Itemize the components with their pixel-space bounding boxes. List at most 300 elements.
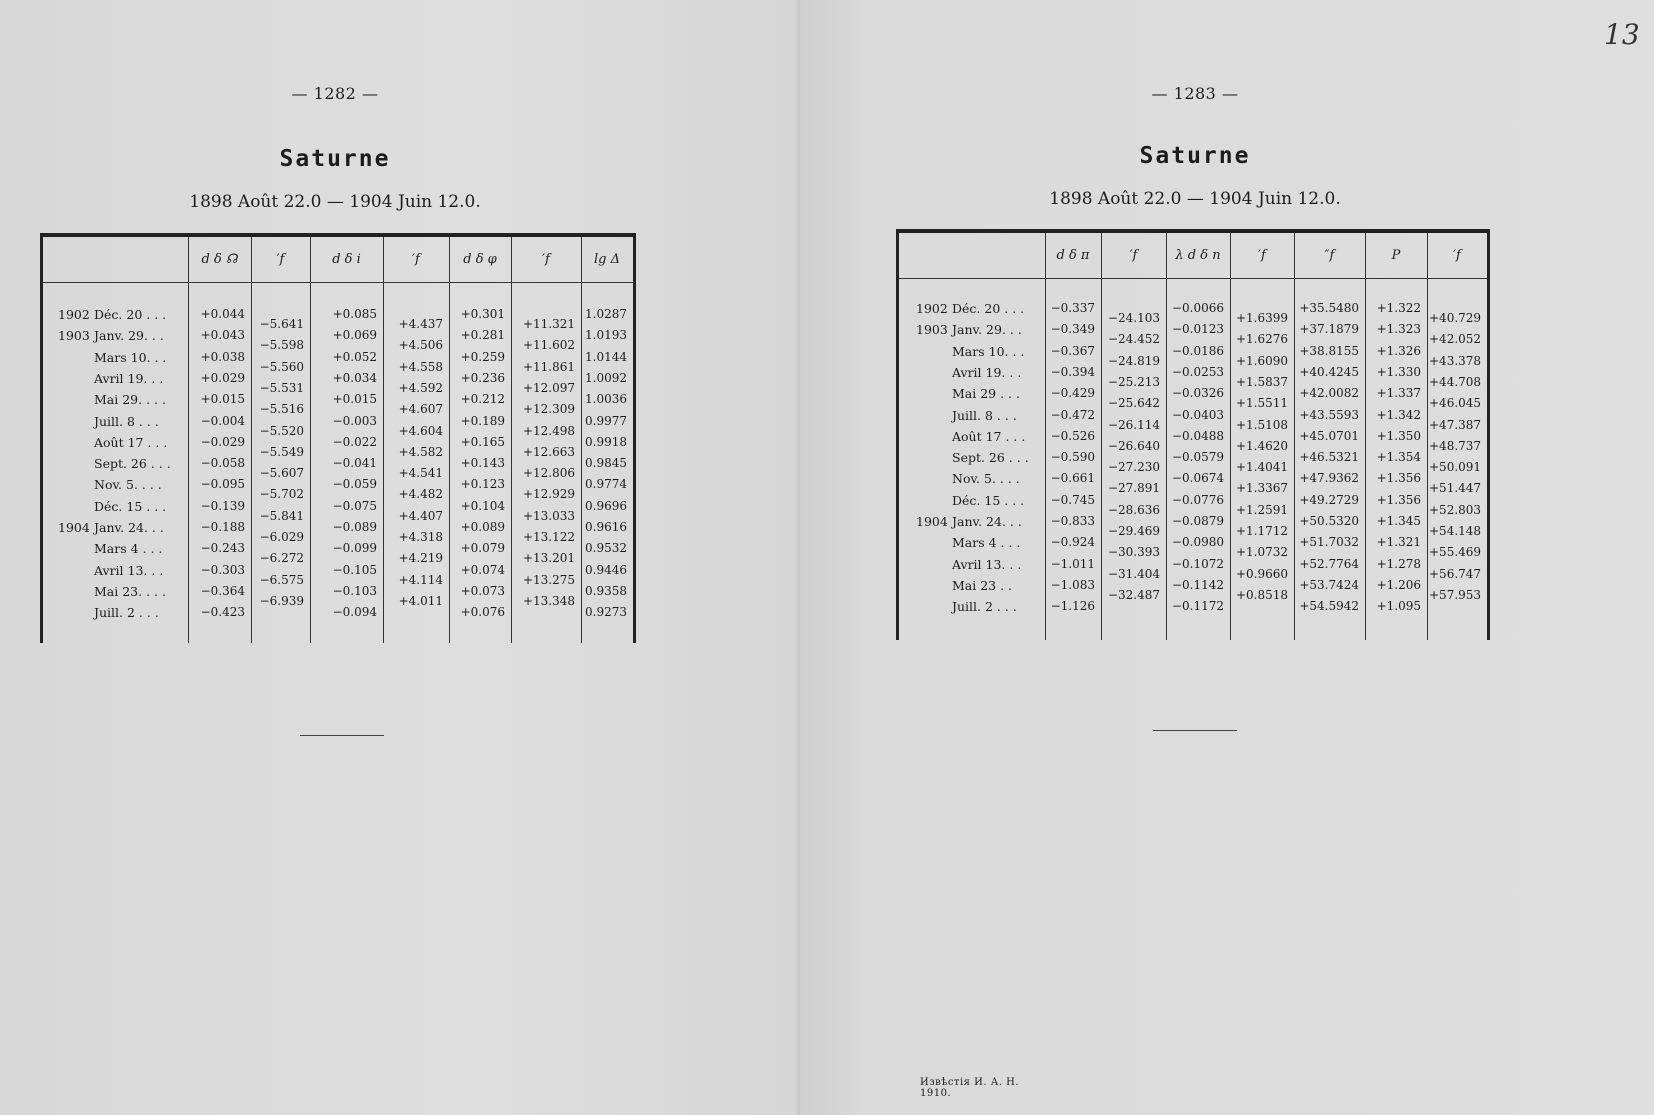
table-cell: −0.003	[332, 413, 377, 428]
table-cell: −28.636	[1107, 502, 1160, 517]
table-cell: +11.602	[522, 338, 575, 353]
column-rule	[188, 237, 189, 643]
page-subtitle: 1898 Août 22.0 — 1904 Juin 12.0.	[189, 192, 481, 212]
table-cell: +40.729	[1429, 311, 1482, 325]
table-cell: +1.6276	[1235, 332, 1288, 347]
table-cell: +13.033	[522, 508, 575, 523]
row-month-day: Août 17 . . .	[952, 428, 1026, 444]
table-cell: +40.4245	[1299, 364, 1359, 379]
table-cell: +0.052	[332, 349, 377, 364]
table-cell: −0.103	[332, 583, 377, 598]
row-year: 1903	[58, 328, 90, 344]
row-month-day: Avril 19. . .	[94, 370, 164, 386]
row-date	[916, 429, 1041, 445]
table-cell: 1.0287	[585, 307, 627, 321]
table-cell: −6.029	[259, 530, 304, 544]
table-cell: −0.0674	[1171, 471, 1224, 486]
table-cell: +48.737	[1429, 438, 1482, 453]
page-subtitle: 1898 Août 22.0 — 1904 Juin 12.0.	[1049, 189, 1341, 209]
table-cell: +51.7032	[1299, 535, 1359, 550]
table-cell: +35.5480	[1299, 301, 1359, 315]
column-rule	[1230, 233, 1231, 640]
table-cell: −5.598	[259, 338, 304, 353]
table-cell: −24.452	[1107, 332, 1160, 347]
row-date	[58, 477, 184, 493]
table-cell: −0.0980	[1171, 535, 1224, 550]
table-cell: −0.590	[1050, 450, 1095, 465]
table-cell: +4.506	[398, 338, 443, 353]
row-date	[916, 557, 1041, 573]
column-header: ′f	[1258, 248, 1266, 263]
table-cell: +0.104	[460, 498, 505, 513]
table-cell: −6.939	[259, 593, 304, 608]
data-table	[896, 229, 1490, 640]
column-rule	[1045, 233, 1046, 640]
table-cell: −6.575	[259, 572, 304, 587]
table-cell: +0.079	[460, 541, 505, 556]
table-cell: +0.085	[332, 307, 377, 321]
table-cell: −30.393	[1107, 545, 1160, 560]
table-cell: −5.549	[259, 444, 304, 459]
table-cell: +13.348	[522, 593, 575, 608]
row-year: 1904	[58, 520, 90, 535]
table-cell: +54.148	[1429, 524, 1482, 538]
row-date	[58, 456, 184, 472]
column-header: P	[1391, 248, 1401, 263]
table-cell: +0.076	[460, 605, 505, 620]
table-cell: −24.819	[1107, 353, 1160, 368]
row-year: 1904	[916, 514, 948, 529]
table-cell: −0.029	[200, 434, 245, 449]
table-cell: −6.272	[259, 551, 304, 566]
table-cell: +56.747	[1429, 566, 1482, 581]
row-month-day: Nov. 5. . . .	[952, 471, 1020, 487]
table-cell: −5.641	[259, 317, 304, 331]
table-cell: +0.281	[460, 328, 505, 343]
table-cell: +1.356	[1376, 492, 1421, 507]
table-cell: +1.326	[1376, 343, 1421, 358]
column-rule	[449, 237, 450, 643]
table-cell: −0.075	[332, 498, 377, 513]
table-cell: 0.9977	[585, 413, 627, 428]
table-cell: −5.841	[259, 508, 304, 523]
table-cell: +52.803	[1429, 502, 1482, 517]
table-cell: +0.143	[460, 456, 505, 471]
table-cell: +1.6399	[1235, 311, 1288, 325]
table-cell: 0.9774	[585, 477, 627, 492]
table-cell: −32.487	[1107, 587, 1160, 602]
table-cell: 0.9696	[585, 498, 627, 513]
table-cell: −0.364	[200, 583, 245, 598]
table-cell: +43.378	[1429, 353, 1482, 368]
table-cell: −0.0326	[1171, 386, 1224, 401]
table-cell: −0.089	[332, 520, 377, 534]
table-cell: −1.083	[1050, 577, 1095, 592]
table-cell: +1.6090	[1235, 353, 1288, 368]
row-date	[58, 392, 184, 408]
table-cell: −29.469	[1107, 524, 1160, 538]
table-cell: +43.5593	[1299, 407, 1359, 422]
table-cell: +0.089	[460, 520, 505, 534]
table-cell: +0.074	[460, 562, 505, 577]
column-rule	[581, 237, 582, 643]
table-cell: 1.0193	[585, 328, 627, 343]
table-cell: −5.516	[259, 402, 304, 417]
table-cell: −0.0253	[1171, 364, 1224, 379]
table-cell: +1.356	[1376, 471, 1421, 486]
table-cell: +42.052	[1429, 332, 1482, 347]
table-cell: +50.5320	[1299, 514, 1359, 528]
row-date	[58, 584, 184, 600]
table-cell: +4.482	[398, 487, 443, 502]
row-date	[58, 371, 184, 387]
table-cell: +1.3367	[1235, 481, 1288, 496]
table-cell: −0.526	[1050, 428, 1095, 443]
row-month-day: Juill. 2 . . .	[952, 599, 1017, 615]
table-cell: +46.045	[1429, 396, 1482, 411]
row-month-day: Juill. 2 . . .	[94, 605, 159, 621]
column-header: ′f	[412, 252, 420, 267]
table-cell: −0.745	[1050, 492, 1095, 507]
table-cell: +0.189	[460, 413, 505, 428]
table-cell: +1.5108	[1235, 417, 1288, 432]
table-cell: +1.0732	[1235, 545, 1288, 560]
table-cell: +45.0701	[1299, 428, 1359, 443]
row-month-day: Déc. 20 . . .	[952, 301, 1025, 316]
row-month-day: Déc. 15 . . .	[952, 492, 1025, 508]
row-month-day: Avril 13. . .	[94, 562, 164, 578]
table-cell: −0.429	[1050, 386, 1095, 401]
table-cell: −5.531	[259, 380, 304, 395]
table-cell: −26.114	[1107, 417, 1160, 432]
table-cell: +55.469	[1429, 545, 1482, 560]
table-cell: +4.541	[398, 466, 443, 481]
table-cell: +0.015	[332, 392, 377, 407]
imprint: Извѣстія И. А. Н. 1910.	[920, 1077, 1020, 1099]
row-date	[916, 322, 1041, 338]
row-month-day: Avril 19. . .	[952, 364, 1022, 380]
table-cell: −0.022	[332, 434, 377, 449]
row-date	[916, 493, 1041, 509]
table-cell: +0.043	[200, 328, 245, 343]
table-cell: +44.708	[1429, 374, 1482, 389]
table-cell: −0.0579	[1171, 450, 1224, 465]
table-cell: 0.9616	[585, 520, 627, 534]
table-cell: −24.103	[1107, 311, 1160, 325]
table-cell: −0.059	[332, 477, 377, 492]
row-year: 1903	[916, 322, 948, 338]
row-month-day: Avril 13. . .	[952, 556, 1022, 572]
table-cell: +37.1879	[1299, 322, 1359, 337]
table-cell: −0.094	[332, 605, 377, 620]
table-cell: +12.097	[522, 380, 575, 395]
table-cell: +1.330	[1376, 364, 1421, 379]
row-month-day: Sept. 26 . . .	[94, 456, 171, 472]
column-rule	[1294, 233, 1295, 640]
row-date	[916, 344, 1041, 360]
table-cell: −5.607	[259, 466, 304, 481]
row-date	[916, 535, 1041, 551]
row-date	[58, 328, 184, 344]
row-date	[58, 499, 184, 515]
table-cell: 1.0092	[585, 370, 627, 385]
table-cell: +0.029	[200, 370, 245, 385]
right-page	[800, 0, 1654, 1115]
table-cell: −0.1142	[1171, 577, 1224, 592]
column-header: ′f	[542, 252, 550, 267]
table-cell: +51.447	[1429, 481, 1482, 496]
column-header: ′f	[1129, 248, 1138, 263]
row-month-day: Mai 23. . . .	[94, 583, 166, 599]
row-date	[916, 514, 1041, 530]
table-cell: −25.213	[1107, 374, 1160, 389]
table-cell: +1.322	[1376, 301, 1421, 315]
table-cell: +1.342	[1376, 407, 1421, 422]
column-rule	[310, 237, 311, 643]
table-cell: +1.5837	[1235, 374, 1288, 389]
table-cell: +12.663	[522, 444, 575, 459]
row-date	[58, 605, 184, 621]
table-cell: +50.091	[1429, 460, 1482, 475]
table-cell: +0.301	[460, 307, 505, 321]
table-cell: +0.259	[460, 349, 505, 364]
column-rule	[1365, 233, 1366, 640]
column-header: ″f	[1324, 248, 1335, 263]
table-cell: −0.303	[200, 562, 245, 577]
row-date	[916, 471, 1041, 487]
row-date	[58, 541, 184, 557]
table-cell: 0.9918	[585, 434, 627, 449]
table-cell: 0.9845	[585, 456, 627, 471]
table-cell: −31.404	[1107, 566, 1160, 581]
column-header: lg Δ	[594, 252, 620, 267]
table-cell: +1.2591	[1235, 502, 1288, 517]
table-cell: −25.642	[1107, 396, 1160, 411]
row-month-day: Janv. 24. . .	[94, 520, 164, 535]
margin-note: 13	[1604, 18, 1640, 51]
table-cell: −0.1172	[1171, 599, 1224, 614]
table-cell: −0.0066	[1171, 301, 1224, 315]
row-month-day: Sept. 26 . . .	[952, 450, 1029, 466]
table-cell: +4.011	[398, 593, 443, 608]
table-cell: +4.558	[398, 359, 443, 374]
row-date	[916, 599, 1041, 615]
table-cell: 0.9358	[585, 583, 627, 598]
section-rule	[1153, 730, 1237, 731]
table-cell: 1.0036	[585, 392, 627, 407]
row-date	[916, 450, 1041, 466]
row-date	[58, 307, 184, 323]
table-cell: −0.188	[200, 520, 245, 534]
column-header: d δ ☊	[201, 252, 238, 267]
row-date	[58, 435, 184, 451]
table-cell: +1.278	[1376, 556, 1421, 571]
table-cell: +0.236	[460, 370, 505, 385]
row-month-day: Déc. 20 . . .	[94, 307, 167, 322]
table-cell: 0.9273	[585, 605, 627, 620]
table-cell: +1.345	[1376, 514, 1421, 528]
table-cell: +53.7424	[1299, 577, 1359, 592]
table-cell: +57.953	[1429, 587, 1482, 602]
row-month-day: Mai 23 . .	[952, 577, 1013, 593]
table-cell: +4.607	[398, 402, 443, 417]
table-cell: +0.073	[460, 583, 505, 598]
table-cell: +0.044	[200, 307, 245, 321]
row-year: 1902	[916, 301, 948, 316]
table-cell: −5.560	[259, 359, 304, 374]
table-cell: +11.861	[522, 359, 575, 374]
table-cell: −0.004	[200, 413, 245, 428]
table-cell: −0.0488	[1171, 428, 1224, 443]
row-date	[916, 578, 1041, 594]
row-date	[58, 414, 184, 430]
table-cell: −0.0879	[1171, 514, 1224, 528]
table-cell: +1.337	[1376, 386, 1421, 401]
table-cell: +0.8518	[1235, 587, 1288, 602]
table-cell: +0.069	[332, 328, 377, 343]
table-cell: +1.095	[1376, 599, 1421, 614]
row-month-day: Janv. 29. . .	[952, 322, 1022, 338]
table-cell: −0.924	[1050, 535, 1095, 550]
table-cell: +12.929	[522, 487, 575, 502]
table-cell: −5.520	[259, 423, 304, 438]
row-month-day: Janv. 29. . .	[94, 328, 164, 344]
column-rule	[511, 237, 512, 643]
table-cell: +0.165	[460, 434, 505, 449]
table-cell: −0.1072	[1171, 556, 1224, 571]
data-table	[40, 233, 636, 643]
table-cell: +0.015	[200, 392, 245, 407]
table-cell: 1.0144	[585, 349, 627, 364]
table-cell: +13.201	[522, 551, 575, 566]
table-cell: −0.349	[1050, 322, 1095, 337]
row-month-day: Mars 10. . .	[94, 349, 167, 365]
table-cell: +13.275	[522, 572, 575, 587]
row-month-day: Mai 29. . . .	[94, 392, 166, 408]
row-month-day: Mars 10. . .	[952, 343, 1025, 359]
column-header: d δ π	[1056, 248, 1090, 263]
table-cell: +4.219	[398, 551, 443, 566]
table-cell: +1.321	[1376, 535, 1421, 550]
left-page	[0, 0, 800, 1115]
table-cell: +1.350	[1376, 428, 1421, 443]
table-cell: −0.337	[1050, 301, 1095, 315]
table-cell: −0.472	[1050, 407, 1095, 422]
table-cell: −0.139	[200, 498, 245, 513]
table-cell: +1.1712	[1235, 524, 1288, 538]
table-cell: −0.423	[200, 605, 245, 620]
table-cell: +4.582	[398, 444, 443, 459]
table-cell: +4.114	[398, 572, 443, 587]
row-date	[58, 350, 184, 366]
table-cell: +12.309	[522, 402, 575, 417]
row-date	[916, 386, 1041, 402]
table-cell: 0.9446	[585, 562, 627, 577]
column-rule	[1101, 233, 1102, 640]
row-date	[916, 408, 1041, 424]
table-cell: +0.212	[460, 392, 505, 407]
table-cell: +52.7764	[1299, 556, 1359, 571]
table-cell: −0.0403	[1171, 407, 1224, 422]
table-cell: 0.9532	[585, 541, 627, 556]
table-cell: +13.122	[522, 530, 575, 544]
table-cell: +49.2729	[1299, 492, 1359, 507]
column-rule	[1427, 233, 1428, 640]
row-month-day: Mai 29 . . .	[952, 386, 1020, 402]
table-cell: −0.833	[1050, 514, 1095, 528]
row-month-day: Mars 4 . . .	[952, 535, 1021, 551]
table-cell: +0.123	[460, 477, 505, 492]
table-cell: −0.099	[332, 541, 377, 556]
table-cell: +47.387	[1429, 417, 1482, 432]
column-rule	[383, 237, 384, 643]
table-cell: +54.5942	[1299, 599, 1359, 614]
row-date	[916, 301, 1041, 317]
table-cell: −0.058	[200, 456, 245, 471]
table-cell: +46.5321	[1299, 450, 1359, 465]
table-cell: +0.034	[332, 370, 377, 385]
table-cell: −0.0776	[1171, 492, 1224, 507]
table-cell: −0.367	[1050, 343, 1095, 358]
table-cell: −0.243	[200, 541, 245, 556]
table-cell: +11.321	[522, 317, 575, 331]
table-cell: +1.5511	[1235, 396, 1288, 411]
page-title: Saturne	[279, 146, 391, 172]
row-date	[916, 365, 1041, 381]
table-cell: −0.105	[332, 562, 377, 577]
column-rule	[251, 237, 252, 643]
table-cell: +4.604	[398, 423, 443, 438]
table-cell: +0.038	[200, 349, 245, 364]
table-cell: +38.8155	[1299, 343, 1359, 358]
table-cell: +12.806	[522, 466, 575, 481]
table-cell: −0.0186	[1171, 343, 1224, 358]
table-cell: −26.640	[1107, 438, 1160, 453]
table-cell: +1.323	[1376, 322, 1421, 337]
table-cell: +4.437	[398, 317, 443, 331]
table-cell: +4.592	[398, 380, 443, 395]
row-year: 1902	[58, 307, 90, 322]
table-cell: −27.891	[1107, 481, 1160, 496]
row-month-day: Août 17 . . .	[94, 434, 168, 450]
column-header: d δ i	[332, 252, 361, 267]
table-cell: +1.4041	[1235, 460, 1288, 475]
table-cell: −5.702	[259, 487, 304, 502]
table-cell: +1.206	[1376, 577, 1421, 592]
section-rule	[300, 735, 384, 736]
row-date	[58, 563, 184, 579]
row-month-day: Juill. 8 . . .	[952, 407, 1017, 423]
row-month-day: Nov. 5. . . .	[94, 477, 162, 493]
table-cell: −0.041	[332, 456, 377, 471]
table-cell: +1.354	[1376, 450, 1421, 465]
table-cell: +0.9660	[1235, 566, 1288, 581]
table-cell: −1.126	[1050, 599, 1095, 614]
table-cell: −0.0123	[1171, 322, 1224, 337]
column-header: ′f	[276, 252, 285, 267]
table-cell: −0.394	[1050, 364, 1095, 379]
row-month-day: Déc. 15 . . .	[94, 498, 167, 514]
table-cell: +12.498	[522, 423, 575, 438]
column-rule	[1166, 233, 1167, 640]
row-month-day: Janv. 24. . .	[952, 514, 1022, 529]
table-cell: +4.318	[398, 530, 443, 544]
page-number: — 1283 —	[1151, 84, 1239, 103]
table-cell: +47.9362	[1299, 471, 1359, 486]
page-number: — 1282 —	[291, 84, 379, 103]
table-cell: −1.011	[1050, 556, 1095, 571]
row-month-day: Mars 4 . . .	[94, 541, 163, 557]
